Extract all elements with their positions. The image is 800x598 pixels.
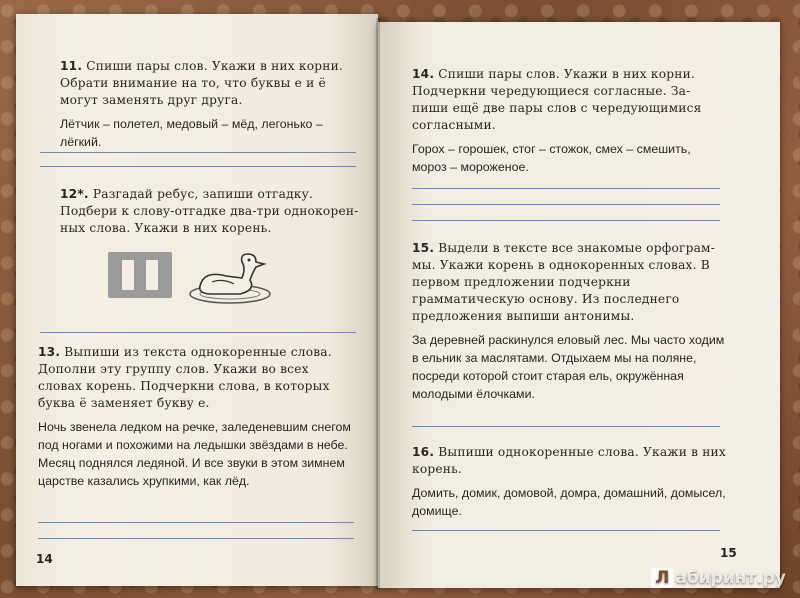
duck-icon <box>186 250 272 306</box>
answer-line <box>40 152 356 153</box>
task-11 <box>60 58 360 151</box>
task-15 <box>412 240 728 403</box>
task-13 <box>38 344 356 490</box>
task-instruction: Спиши пары слов. Укажи в них корни. Обрати внимание на то, что буквы е и ё могут заменять друг друга. <box>60 59 343 107</box>
answer-line <box>412 220 720 221</box>
task-instruction: Выдели в тексте все знакомые орфограммы. Укажи корень в однокоренных словах. В первом предложении подчеркни грамматическую основу. Из последнего предложения выпиши антонимы. <box>412 241 715 323</box>
answer-line <box>412 426 720 427</box>
task-number: 15. <box>412 241 435 255</box>
answer-line <box>412 204 720 205</box>
task-12 <box>60 186 360 237</box>
task-text: Ночь звенела ледком на речке, заледеневшим снегом под ногами и похожими на ледышки звёздами в небе. Месяц поднялся ледяной. И все звуки в этом зимнем царстве казались хрупкими, как лёд. <box>38 420 351 488</box>
task-number: 11. <box>60 59 83 73</box>
page-number: 15 <box>720 546 737 560</box>
page-number: 14 <box>36 552 53 566</box>
task-words: Домить, домик, домовой, домра, домашний, домысел, домище. <box>412 486 726 518</box>
answer-line <box>40 332 356 333</box>
task-instruction: Разгадай ребус, запиши отгадку. Подбери к слову-отгадке два-три однокоренных слова. Укажи в них корень. <box>60 187 359 235</box>
answer-line <box>412 530 720 531</box>
answer-line <box>412 188 720 189</box>
rebus-letter-sha <box>108 252 172 298</box>
task-14 <box>412 66 720 176</box>
task-number: 14. <box>412 67 435 81</box>
task-words: Горох – горошек, стог – стожок, смех – смешить, мороз – мороженое. <box>412 142 691 174</box>
task-instruction: Спиши пары слов. Укажи в них корни. Подчеркни чередующиеся согласные. Запиши ещё две пары слов с чередующимися согласными. <box>412 67 702 132</box>
watermark-mark: Л <box>651 568 673 588</box>
task-words: Лётчик – полетел, медовый – мёд, легонько – лёгкий. <box>60 117 323 149</box>
task-text: За деревней раскинулся еловый лес. Мы часто ходим в ельник за маслятами. Отдыхаем мы на поляне, посреди которой стоит старая ель, окружённая молодыми ёлочками. <box>412 333 725 401</box>
labirint-watermark <box>651 568 786 588</box>
task-16 <box>412 444 728 520</box>
book-spine <box>376 18 380 590</box>
task-number: 12*. <box>60 187 89 201</box>
answer-line <box>40 166 356 167</box>
task-number: 13. <box>38 345 61 359</box>
task-number: 16. <box>412 445 435 459</box>
task-instruction: Выпиши из текста однокоренные слова. Дополни эту группу слов. Укажи во всех словах корень. Подчеркни слова, в которых буква ё заменяет букву е. <box>38 345 332 410</box>
watermark-text: абиринт.ру <box>675 568 786 588</box>
answer-line <box>38 522 354 523</box>
task-instruction: Выпиши однокоренные слова. Укажи в них корень. <box>412 445 726 476</box>
answer-line <box>38 538 354 539</box>
